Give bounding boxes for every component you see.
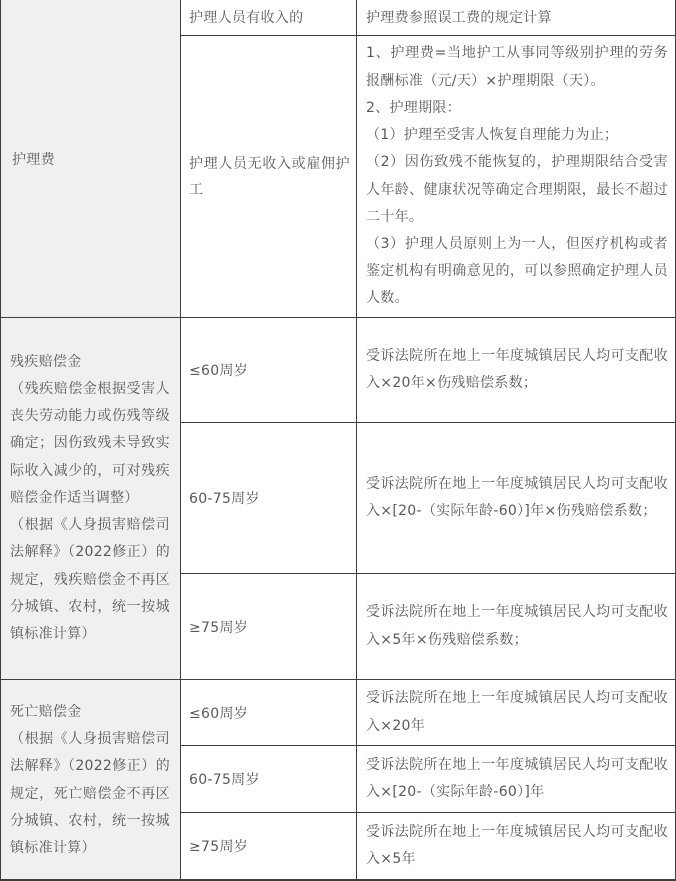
disability-note-urban-standard: （根据《人身损害赔偿司法解释》（2022修正）的规定，残疾赔偿金不再区分城镇、农村，统一按城镇标准计算） [10, 517, 170, 642]
nursing-rule-line: （3）护理人员原则上为一人，但医疗机构或者鉴定机构有明确意见的，可以参照确定护理人员人数。 [366, 235, 668, 307]
death-rule-over-75: 受诉法院所在地上一年度城镇居民人均可支配收入×5年 [366, 823, 668, 867]
grid-line [0, 317, 676, 318]
nursing-rule-line: （2）因伤致残不能恢复的，护理期限结合受害人年龄、健康状况等确定合理期限，最长不超过二十年。 [366, 154, 668, 225]
grid-line [181, 35, 676, 36]
nursing-rule-line: 1、护理费=当地护工从事同等级别护理的劳务报酬标准（元/天）×护理期限（天）。 [366, 45, 668, 89]
disability-rule-60-75: 受诉法院所在地上一年度城镇居民人均可支配收入×[20-（实际年龄-60）]年×伤残赔偿系数； [366, 475, 668, 519]
grid-line [181, 573, 676, 574]
disability-title: 残疾赔偿金 [10, 353, 82, 370]
category-nursing [0, 0, 180, 317]
nursing-income-rule: 护理费参照误工费的规定计算 [366, 10, 552, 26]
death-age-over-75: ≥75周岁 [189, 839, 249, 855]
death-age-60-75: 60-75周岁 [189, 772, 260, 788]
death-note-urban-standard: （根据《人身损害赔偿司法解释》（2022修正）的规定，死亡赔偿金不再区分城镇、农村，统一按城镇标准计算） [10, 731, 170, 856]
disability-age-under-60: ≤60周岁 [189, 363, 249, 379]
nursing-rule-line: （1）护理至受害人恢复自理能力为止； [366, 127, 619, 144]
death-title: 死亡赔偿金 [10, 703, 82, 720]
category-nursing-label: 护理费 [12, 151, 55, 168]
grid-line [181, 422, 676, 423]
grid-line [0, 679, 676, 680]
disability-rule-under-60: 受诉法院所在地上一年度城镇居民人均可支配收入×20年×伤残赔偿系数； [366, 347, 668, 391]
nursing-income-condition: 护理人员有收入的 [189, 10, 304, 26]
nursing-no-income-condition: 护理人员无收入或雇佣护工 [189, 155, 350, 198]
disability-note-adjustment: （残疾赔偿金根据受害人丧失劳动能力或伤残等级确定；因伤致残未导致实际收入减少的，可对残疾赔偿金作适当调整） [10, 381, 170, 506]
grid-line [181, 812, 676, 813]
grid-line [0, 0, 1, 881]
disability-age-over-75: ≥75周岁 [189, 619, 249, 636]
death-rule-60-75: 受诉法院所在地上一年度城镇居民人均可支配收入×[20-（实际年龄-60）]年 [366, 756, 668, 800]
grid-line [356, 0, 357, 881]
grid-line [181, 745, 676, 746]
nursing-rule-line: 2、护理期限： [366, 99, 462, 116]
category-disability [0, 318, 180, 679]
death-age-under-60: ≤60周岁 [189, 705, 249, 722]
disability-rule-over-75: 受诉法院所在地上一年度城镇居民人均可支配收入×5年×伤残赔偿系数； [366, 604, 668, 648]
nursing-no-income-rule [357, 36, 676, 317]
category-death [0, 680, 180, 881]
grid-line [180, 0, 181, 881]
death-rule-under-60: 受诉法院所在地上一年度城镇居民人均可支配收入×20年 [366, 690, 668, 734]
disability-age-60-75: 60-75周岁 [189, 491, 260, 507]
